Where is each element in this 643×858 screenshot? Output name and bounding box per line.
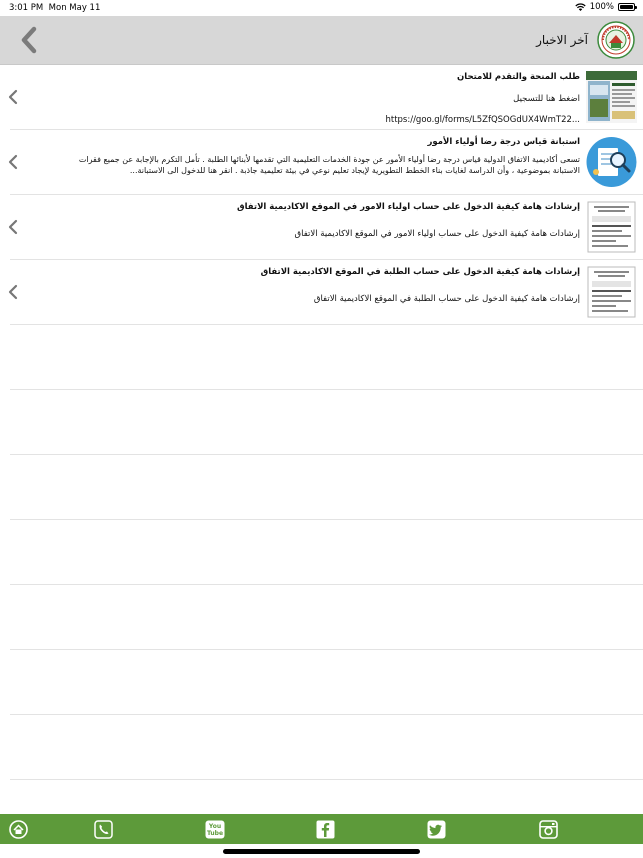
twitter-icon	[427, 820, 446, 839]
youtube-label: You Tube	[206, 823, 224, 837]
chevron-left-icon	[7, 284, 21, 300]
navigation-bar	[0, 16, 643, 65]
empty-list-row	[10, 585, 643, 650]
empty-list-row	[10, 390, 643, 455]
chevron-left-icon	[19, 26, 39, 54]
news-title: إرشادات هامة كيفية الدخول على حساب الطلبة في الموقع الاكاديمية الاتفاق	[260, 267, 580, 277]
home-indicator[interactable]	[223, 849, 420, 854]
youtube-icon	[205, 820, 225, 839]
chevron-left-icon	[7, 219, 21, 235]
news-item[interactable]	[10, 130, 643, 195]
news-thumbnail	[586, 266, 637, 318]
battery-icon	[618, 3, 635, 11]
status-time-value: 3:01 PM	[9, 3, 44, 13]
chevron-left-icon	[7, 154, 21, 170]
tab-instagram[interactable]	[539, 820, 558, 839]
news-title: استبانة قياس درجة رضا أولياء الأمور	[427, 137, 580, 147]
status-bar	[0, 0, 643, 16]
news-thumbnail	[586, 136, 637, 188]
empty-list-row	[10, 715, 643, 780]
news-description: تسعى أكاديمية الاتفاق الدولية قياس درجة رضا أولياء الأمور عن جودة الخدمات التعليمية التي تقدمها لأبنائها الطلبة . تأمل التكرم بالإجابة عن جميع فقرات الاستبانة بموضوعية ، وأن الدراسة لغايات بناء الخطط التطويرية لإيجاد تعليم نوعي في بيئة تعليمية جاذبة . انقر هنا للدخول الى الاستبانة...	[78, 155, 580, 175]
empty-list-row	[10, 650, 643, 715]
empty-list-row	[10, 455, 643, 520]
news-subtitle: إرشادات هامة كيفية الدخول على حساب اولياء الامور في الموقع الاكاديمية الاتفاق	[294, 229, 580, 239]
news-link[interactable]: https://goo.gl/forms/L5ZfQSOGdUX4WmT22...	[385, 115, 580, 125]
news-title: طلب المنحة والتقدم للامتحان	[457, 72, 580, 82]
tab-phone[interactable]	[94, 820, 113, 839]
phone-icon	[94, 820, 113, 839]
tab-twitter[interactable]	[427, 820, 446, 839]
news-subtitle: اضغط هنا للتسجيل	[513, 94, 580, 104]
school-logo-icon	[597, 21, 635, 59]
news-item[interactable]	[10, 195, 643, 260]
status-date: Mon May 11	[48, 3, 101, 13]
status-time	[9, 3, 100, 13]
empty-list-row	[10, 520, 643, 585]
news-subtitle: إرشادات هامة كيفية الدخول على حساب الطلبة في الموقع الاكاديمية الاتفاق	[313, 294, 580, 304]
battery-percent: 100%	[589, 2, 614, 12]
chevron-left-icon	[7, 89, 21, 105]
page-title: آخر الاخبار	[536, 33, 588, 47]
bottom-tab-bar	[0, 814, 643, 844]
news-thumbnail	[586, 201, 637, 253]
facebook-icon	[316, 820, 335, 839]
home-icon	[9, 820, 28, 839]
tab-home[interactable]	[9, 820, 28, 839]
empty-list-row	[10, 325, 643, 390]
wifi-icon	[575, 3, 586, 11]
tab-facebook[interactable]	[316, 820, 335, 839]
back-button[interactable]	[14, 24, 44, 56]
instagram-icon	[539, 820, 558, 839]
news-list	[10, 65, 643, 780]
tab-youtube[interactable]	[205, 820, 225, 839]
news-item[interactable]	[10, 260, 643, 325]
news-title: إرشادات هامة كيفية الدخول على حساب اولياء الامور في الموقع الاكاديمية الاتفاق	[236, 202, 580, 212]
news-thumbnail	[586, 71, 637, 123]
status-indicators	[575, 2, 635, 12]
news-item[interactable]	[10, 65, 643, 130]
